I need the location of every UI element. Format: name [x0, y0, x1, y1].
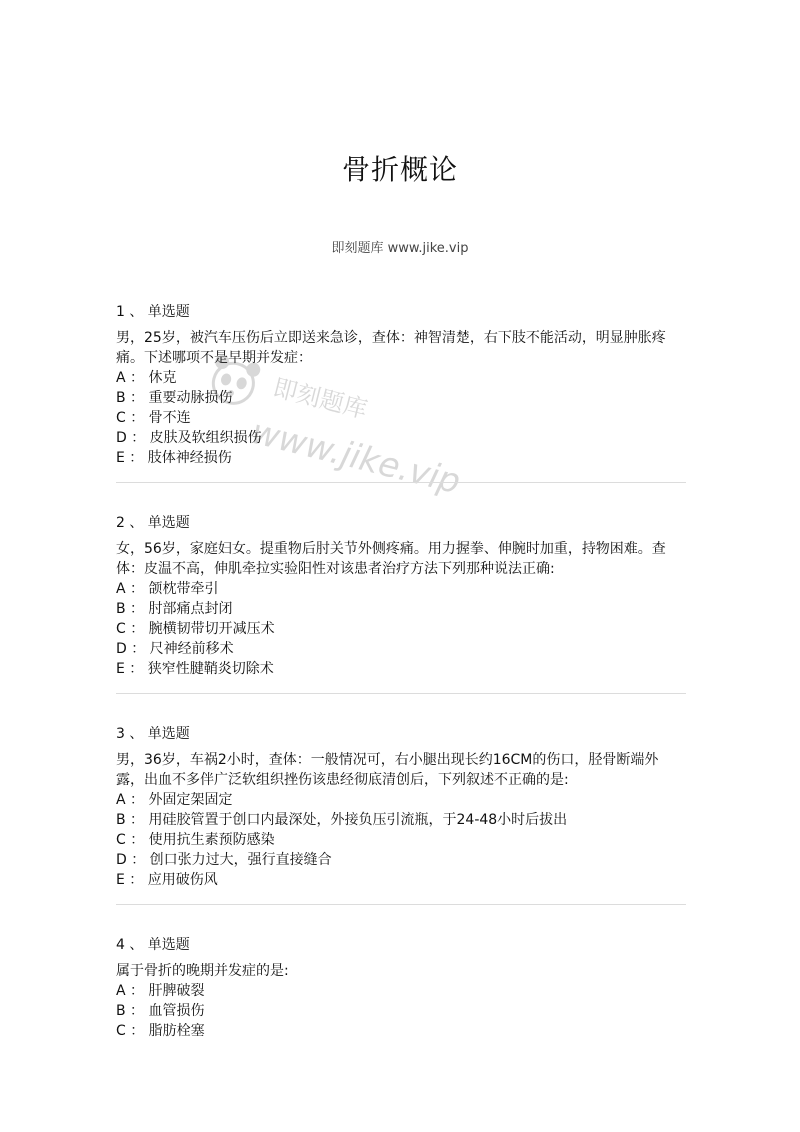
option-b: B ： 肘部痛点封闭 — [116, 601, 233, 617]
divider — [116, 693, 686, 694]
option-c: C ： 腕横韧带切开减压术 — [116, 621, 275, 637]
option-e: E ： 应用破伤风 — [116, 872, 218, 888]
option-b: B ： 血管损伤 — [116, 1003, 205, 1019]
option-c: C ： 骨不连 — [116, 410, 191, 426]
option-d: D ： 尺神经前移术 — [116, 641, 234, 657]
option-a: A ： 肝脾破裂 — [116, 983, 205, 999]
question-stem: 男，36岁，车祸2小时，查体：一般情况可，右小腿出现长约16CM的伤口，胫骨断端外露，出血不多伴广泛软组织挫伤该患经彻底清创后，下列叙述不正确的是: — [116, 752, 659, 788]
question-4 — [116, 935, 686, 1041]
question-stem: 属于骨折的晚期并发症的是: — [116, 963, 289, 979]
question-3 — [116, 724, 686, 890]
option-c: C ： 使用抗生素预防感染 — [116, 832, 275, 848]
option-d: D ： 皮肤及软组织损伤 — [116, 430, 262, 446]
question-header: 3 、 单选题 — [116, 726, 190, 742]
option-c: C ： 脂肪栓塞 — [116, 1023, 205, 1039]
question-1 — [116, 302, 686, 468]
option-e: E ： 狭窄性腱鞘炎切除术 — [116, 661, 274, 677]
page-title: 骨折概论 — [341, 153, 458, 186]
question-2 — [116, 513, 686, 679]
option-b: B ： 用硅胶管置于创口内最深处，外接负压引流瓶，于24-48小时后拔出 — [116, 812, 568, 828]
question-header: 1 、 单选题 — [116, 304, 190, 320]
option-a: A ： 颌枕带牵引 — [116, 581, 219, 597]
question-list — [116, 302, 686, 1041]
divider — [116, 482, 686, 483]
question-stem: 男，25岁，被汽车压伤后立即送来急诊，查体：神智清楚，右下肢不能活动，明显肿胀疼痛。下述哪项不是早期并发症： — [116, 330, 666, 366]
watermark-url: www.jike.vip — [247, 411, 465, 503]
page-subtitle: 即刻题库 www.jike.vip — [331, 241, 469, 256]
divider — [116, 904, 686, 905]
option-d: D ： 创口张力过大，强行直接缝合 — [116, 852, 332, 868]
question-header: 2 、 单选题 — [116, 515, 190, 531]
option-a: A ： 外固定架固定 — [116, 792, 233, 808]
question-stem: 女，56岁，家庭妇女。提重物后肘关节外侧疼痛。用力握拳、伸腕时加重，持物困难。查体：皮温不高，伸肌牵拉实验阳性对该患者治疗方法下列那种说法正确: — [116, 541, 666, 577]
option-b: B ： 重要动脉损伤 — [116, 390, 233, 406]
question-header: 4 、 单选题 — [116, 937, 190, 953]
option-e: E ： 肢体神经损伤 — [116, 450, 232, 466]
option-a: A ： 休克 — [116, 370, 177, 386]
watermark-brand: 即刻题库 — [270, 373, 371, 424]
